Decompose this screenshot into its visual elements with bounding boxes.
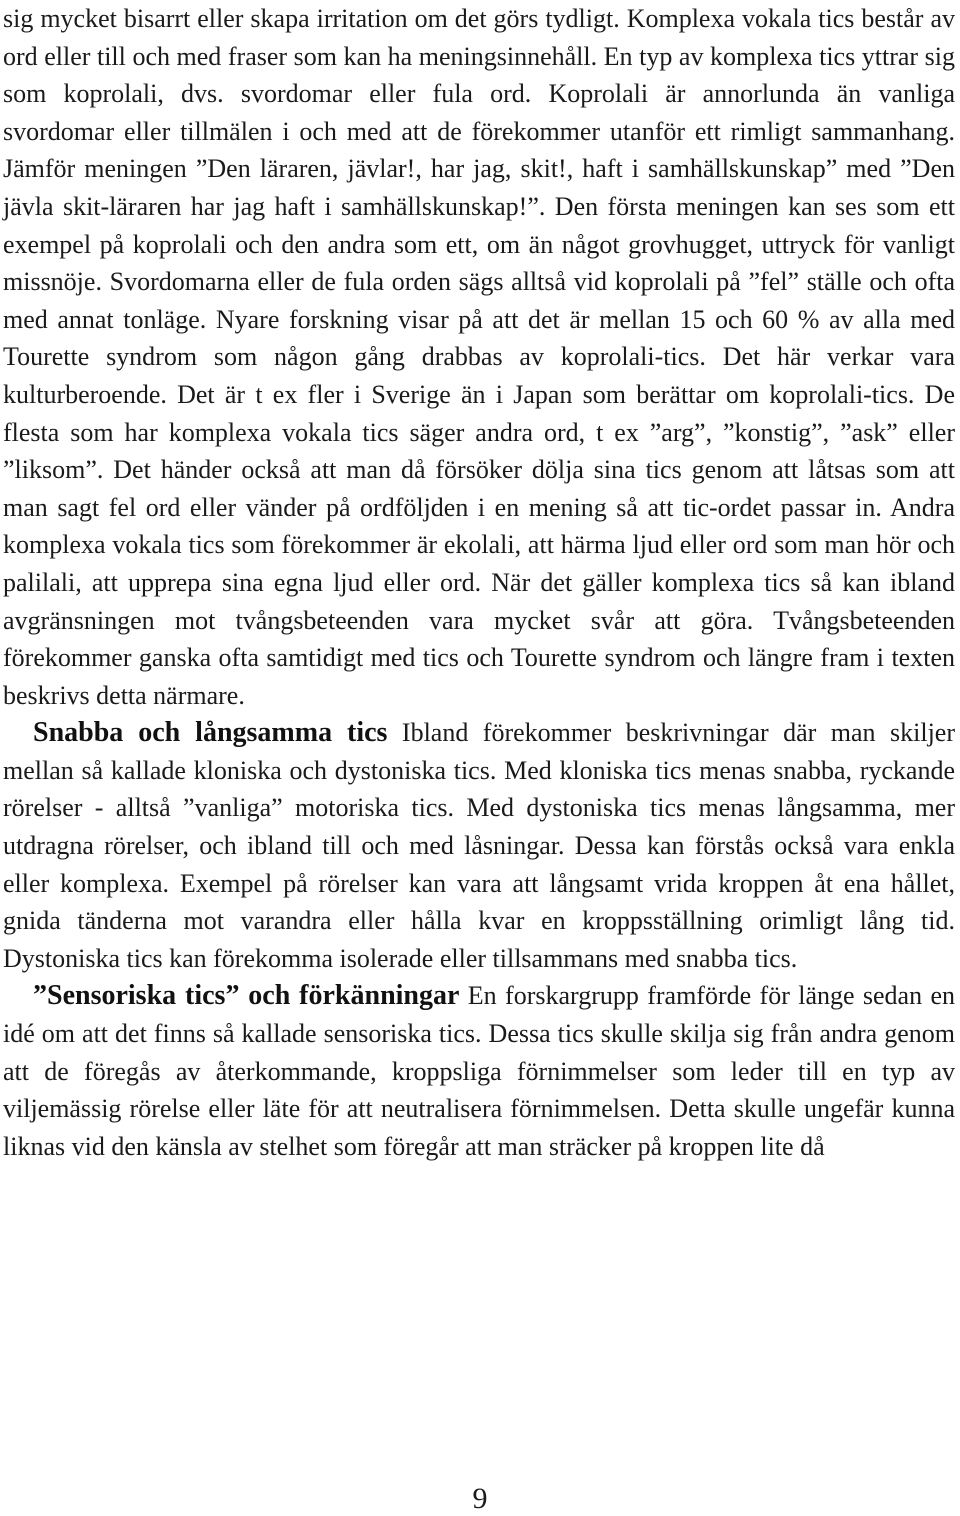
paragraph-koprolali: sig mycket bisarrt eller skapa irritation om det görs tydligt. Komplexa vokala tics består av ord eller till och med fraser som kan ha meningsinnehåll. En typ av komplexa tics yttrar sig som koprolali, dvs. svordomar eller fula ord. Koprolali är annorlunda än vanliga svordomar eller tillmälen i och med att de förekommer utanför ett rimligt sammanhang. Jämför meningen ”Den läraren, jävlar!, har jag, skit!, haft i samhällskunskap” med ”Den jävla skit-läraren har jag haft i samhällskunskap!”. Den första meningen kan ses som ett exempel på koprolali och den andra som ett, om än något grovhugget, uttryck för vanligt missnöje. Svordomarna eller de fula orden sägs alltså vid koprolali på ”fel” ställe och ofta med annat tonläge. Nyare forskning visar på att det är mellan 15 och 60 % av alla med Tourette syndrom som någon gång drabbas av koprolali-tics. Det här verkar vara kulturberoende. Det är t ex fler i Sverige än i Japan som berättar om koprolali-tics. De flesta som har komplexa vokala tics säger andra ord, t ex ”arg”, ”konstig”, ”ask” eller ”liksom”. Det händer också att man då försöker dölja sina tics genom att låtsas som att man sagt fel ord eller vänder på ordföljden i en mening så att tic-ordet passar in. Andra komplexa vokala tics som förekommer är ekolali, att härma ljud eller ord som man hör och palilali, att upprepa sina egna ljud eller ord. När det gäller komplexa tics så kan ibland avgränsningen mot tvångsbeteenden vara mycket svår att göra. Tvångsbeteenden förekommer ganska ofta samtidigt med tics och Tourette syndrom och längre fram i texten beskrivs detta närmare.: [3, 4, 955, 710]
heading-sensoriska-tics: ”Sensoriska tics” och förkänningar: [33, 980, 460, 1012]
paragraph-text: En forskargrupp framförde för länge sedan en idé om att det finns så kallade sensoriska tics. Dessa tics skulle skilja sig från andra genom att de föregås av återkommande, kroppsliga förnimmelser som leder till en typ av viljemässig rörelse eller läte för att neutralisera förnimmelsen. Detta skulle ungefär kunna liknas vid den känsla av stelhet som föregår att man sträcker på kroppen lite då: [3, 981, 955, 1161]
paragraph-snabba-langsamma: [3, 714, 955, 977]
paragraph-text: Ibland förekommer beskrivningar där man skiljer mellan så kallade kloniska och dystoniska tics. Med kloniska tics menas snabba, ryckande rörelser - alltså ”vanliga” motoriska tics. Med dystoniska tics menas långsamma, mer utdragna rörelser, och ibland till och med låsningar. Dessa kan förstås också vara enkla eller komplexa. Exempel på rörelser kan vara att långsamt vrida kroppen åt ena hållet, gnida tänderna mot varandra eller hålla kvar en kroppsställning orimligt lång tid. Dystoniska tics kan förekomma isolerade eller tillsammans med snabba tics.: [3, 718, 955, 973]
paragraph-sensoriska: [3, 977, 955, 1165]
body-text: [3, 0, 955, 1165]
page-number: 9: [472, 1482, 488, 1515]
heading-snabba-och-langsamma-tics: Snabba och långsamma tics: [33, 717, 388, 749]
